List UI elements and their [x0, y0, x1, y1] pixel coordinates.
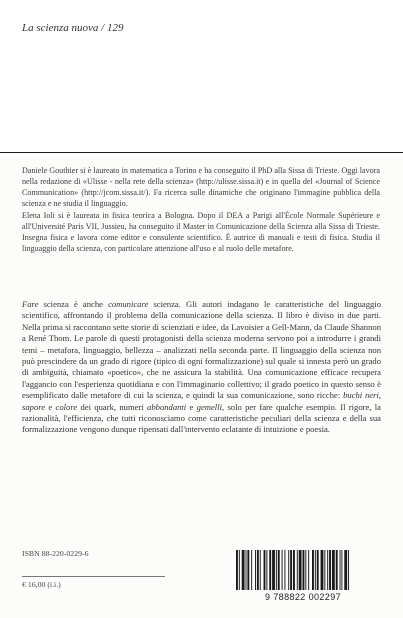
barcode-bar: [276, 550, 277, 590]
price-rule: [22, 576, 165, 577]
barcode-bar: [282, 550, 283, 590]
barcode-bar: [269, 550, 271, 590]
barcode-bar: [317, 550, 319, 590]
barcode-bar: [341, 550, 342, 590]
emphasis-comunicare: comunicare: [108, 299, 149, 309]
barcode-bar: [290, 550, 292, 590]
barcode-bar: [288, 550, 289, 590]
barcode-bar: [272, 550, 275, 590]
barcode-bar: [327, 550, 328, 590]
description-text-7: , solo per fare qualche esempio. Il rigore, la razionalità, l'efficienza, che tutti riconosciamo come caratteristiche peculiari della scienza e della sua formalizzazione vengono dunque ripensati dall'intervento eclatante di intuizione e poesia.: [22, 401, 381, 435]
barcode-bar: [303, 550, 305, 590]
barcode-bar: [324, 550, 325, 590]
emphasis-buchi-neri: buchi neri: [343, 390, 379, 401]
barcode-bars: [228, 548, 378, 592]
barcode-bar: [266, 550, 267, 590]
emphasis-abbondanti: abbondanti: [147, 401, 187, 412]
barcode-bar: [257, 550, 259, 590]
barcode-bar: [340, 550, 341, 590]
barcode-bar: [236, 550, 238, 590]
barcode-bar: [312, 550, 314, 590]
section-divider: [0, 152, 403, 153]
barcode-bar: [348, 550, 349, 590]
barcode-bar: [299, 550, 302, 590]
barcode: [228, 548, 378, 606]
barcode-bar: [242, 550, 245, 590]
barcode-bar: [315, 550, 316, 590]
barcode-bar: [297, 550, 298, 590]
isbn: ISBN 88-220-0229-6: [22, 549, 89, 558]
barcode-bar: [344, 550, 347, 590]
description-text-5: dei quark, numeri: [77, 401, 148, 412]
description-text-4: e: [45, 401, 56, 412]
emphasis-colore: colore: [55, 401, 78, 412]
barcode-bar: [247, 550, 249, 590]
barcode-bar: [264, 550, 266, 590]
author-bio-ioli: Elena Ioli si è laureata in fisica teorica a Bologna. Dopo il DEA a Parigi all'École Normale Supérieure e all'Université Paris VII, Jussieu, ha conseguito il Master in Comunicazione della Scienza alla Sissa di Trieste. Insegna fisica e lavora come editor e consulente scientifico. È autrice di manuali e testi di fisica. Studia il linguaggio della scienza, con particolare attenzione all'uso e al ruolo delle metafore.: [22, 211, 380, 253]
barcode-bar: [329, 550, 331, 590]
barcode-bar: [239, 550, 240, 590]
description-text-3: ,: [378, 390, 381, 401]
barcode-bar: [255, 550, 256, 590]
barcode-bar: [305, 550, 306, 590]
barcode-digits: 9 788822 002297: [264, 592, 342, 602]
emphasis-fare: Fare: [22, 299, 39, 309]
emphasis-gemelli: gemelli: [196, 401, 222, 412]
barcode-bar: [332, 550, 335, 590]
description-text-6: e: [186, 401, 197, 412]
price: € 16,00 (i.i.): [22, 580, 61, 589]
barcode-bar: [321, 550, 324, 590]
description-text-1: scienza è anche: [38, 299, 109, 309]
barcode-bar: [308, 550, 309, 590]
barcode-bar: [284, 550, 285, 590]
barcode-bar: [278, 550, 280, 590]
barcode-bar: [293, 550, 295, 590]
description-text-2: scienza. Gli autori indagano le caratteristiche del linguaggio scientifico, affrontando il problema della comunicazione della scienza. Il libro è diviso in due parti. Nella prima si raccontano sette storie di scienziati e idee, da Lavoisier a Gell-Mann, da Claude Shannon a René Thom. Le parole di questi protagonisti della scienza moderna servono poi a introdurre i grandi temi – metafora, linguaggio, bellezza – analizzati nella seconda parte. Il linguaggio della scienza non può prescindere da un grado di rigore (tipico di ogni formalizzazione) sul quale si innesta però un grado di ambiguità, chiamato «poetico», che ne assicura la stabilità. Una comunicazione efficace recupera l'aggancio con l'esperienza quotidiana e con l'immaginario collettivo; il grado poetico in questo senso è esemplificato dalle metafore di cui la scienza, e quindi la sua comunicazione, sono ricche:: [22, 299, 381, 401]
series-title: La scienza nuova / 129: [22, 22, 124, 34]
barcode-bar: [336, 550, 338, 590]
author-bio-gouthier: Daniele Gouthier si è laureato in matematica a Torino e ha conseguito il PhD alla Sissa di Trieste. Oggi lavora nella redazione di «Ulisse - nella rete della scienza» (http://ulisse.sissa.it) e in quella del «Journal of Science Communication» (http://jcom.sissa.it/). Fa ricerca sulle dinamiche che originano l'immagine pubblica della scienza e ne studia il linguaggio.: [22, 166, 380, 208]
barcode-bar: [246, 550, 247, 590]
emphasis-sapore: sapore: [22, 401, 46, 412]
barcode-bar: [260, 550, 261, 590]
book-description: [22, 299, 381, 436]
barcode-bar: [251, 550, 252, 590]
